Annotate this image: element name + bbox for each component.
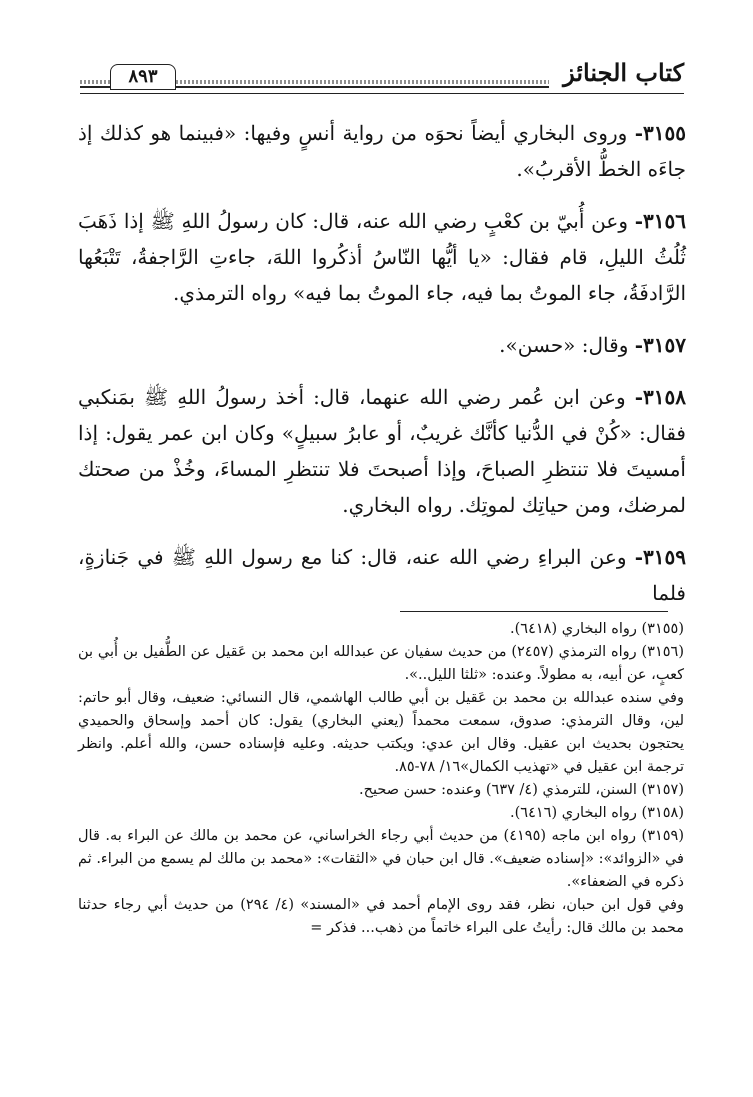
hadith-text: وقال: «حسن». — [499, 333, 629, 357]
hadith-number: ٣١٥٨- — [634, 385, 686, 409]
footnote: (٣١٥٧) السنن، للترمذي (٤/ ٦٣٧) وعنده: حسن صحيح. — [358, 782, 684, 798]
hadith-3158 — [78, 379, 686, 523]
hadith-3155 — [78, 115, 686, 187]
hadith-text: وعن أُبيّ بن كعْبٍ رضي الله عنه، قال: كان رسولُ اللهِ ﷺ إذا ذَهَبَ ثُلُثُ الليلِ، قام فقال: «يا أيُّها النّاسُ أذكُروا اللهَ، جاءتِ الرَّاجفةُ، تَتْبَعُها الرَّادفَةُ، جاء الموتُ بما فيه، جاء الموتُ بما فيه» رواه الترمذي. — [78, 209, 686, 305]
page-header — [80, 58, 684, 100]
footnote: وفي قول ابن حبان، نظر، فقد روى الإمام أحمد في «المسند» (٤/ ٢٩٤) من حديث أبي رجاء حدثنا محمد بن مالك قال: رأيتُ على البراء خاتماً من ذهب... فذكر = — [78, 897, 684, 936]
main-text — [78, 115, 686, 627]
page-number: ٨٩٣ — [110, 64, 176, 90]
footnote: (٣١٥٥) رواه البخاري (٦٤١٨). — [510, 621, 684, 637]
hadith-3157 — [78, 327, 686, 363]
hadith-text: وعن ابن عُمر رضي الله عنهما، قال: أخذ رسولُ اللهِ ﷺ بمَنكبي فقال: «كُنْ في الدُّنيا كأنَّك غريبٌ، أو عابرُ سبيلٍ» وكان ابن عمر يقول: إذا أمسيتَ فلا تنتظرِ الصباحَ، وإذا أصبحتَ فلا تنتظرِ المساءَ، وخُذْ من صحتك لمرضك، ومن حياتِك لموتِك. رواه البخاري. — [78, 385, 686, 517]
hadith-number: ٣١٥٦- — [634, 209, 687, 233]
footnote: (٣١٥٦) رواه الترمذي (٢٤٥٧) من حديث سفيان عن عبدالله ابن محمد بن عَقيل عن الطُّفيل بن أُبي بن كعبٍ، عن أبيه، به مطولاً. وعنده: «ثلثا الليل..». — [78, 644, 684, 683]
hadith-text: وعن البراءِ رضي الله عنه، قال: كنا مع رسول اللهِ ﷺ في جَنازةٍ، فلما — [78, 545, 686, 605]
footnote: وفي سنده عبدالله بن محمد بن عَقيل بن أبي طالب الهاشمي، قال النسائي: ضعيف، وقال أبو حاتم: لين، وقال الترمذي: صدوق، سمعت محمداً (يعني البخاري) يقول: كان أحمد وإسحاق والحميدي يحتجون بحديث ابن عقيل. وقال ابن عدي: ويكتب حديثه. وعليه فإسناده حسن، والله أعلم. وانظر ترجمة ابن عقيل في «تهذيب الكمال»١٦/ ٧٨-٨٥. — [78, 690, 684, 775]
footnotes — [78, 618, 684, 940]
footnote: (٣١٥٩) رواه ابن ماجه (٤١٩٥) من حديث أبي رجاء الخراساني، عن محمد بن مالك عن البراء به. قال في «الزوائد»: «إسناده ضعيف». قال ابن حبان في «الثقات»: «محمد بن مالك لم يسمع من البراء. ثم ذكره في الضعفاء». — [78, 828, 685, 890]
hadith-number: ٣١٥٥- — [634, 121, 686, 145]
hadith-3159 — [78, 539, 686, 611]
hadith-number: ٣١٥٩- — [634, 545, 687, 569]
footnote-divider — [400, 611, 668, 612]
hadith-number: ٣١٥٧- — [634, 333, 686, 357]
hadith-text: وروى البخاري أيضاً نحوَه من رواية أنسٍ وفيها: «فبينما هو كذلك إذ جاءَه الخطُّ الأقربُ». — [78, 121, 686, 181]
hadith-3156 — [78, 203, 686, 311]
chapter-title: كتاب الجنائز — [549, 58, 684, 88]
footnote: (٣١٥٨) رواه البخاري (٦٤١٦). — [510, 805, 684, 821]
